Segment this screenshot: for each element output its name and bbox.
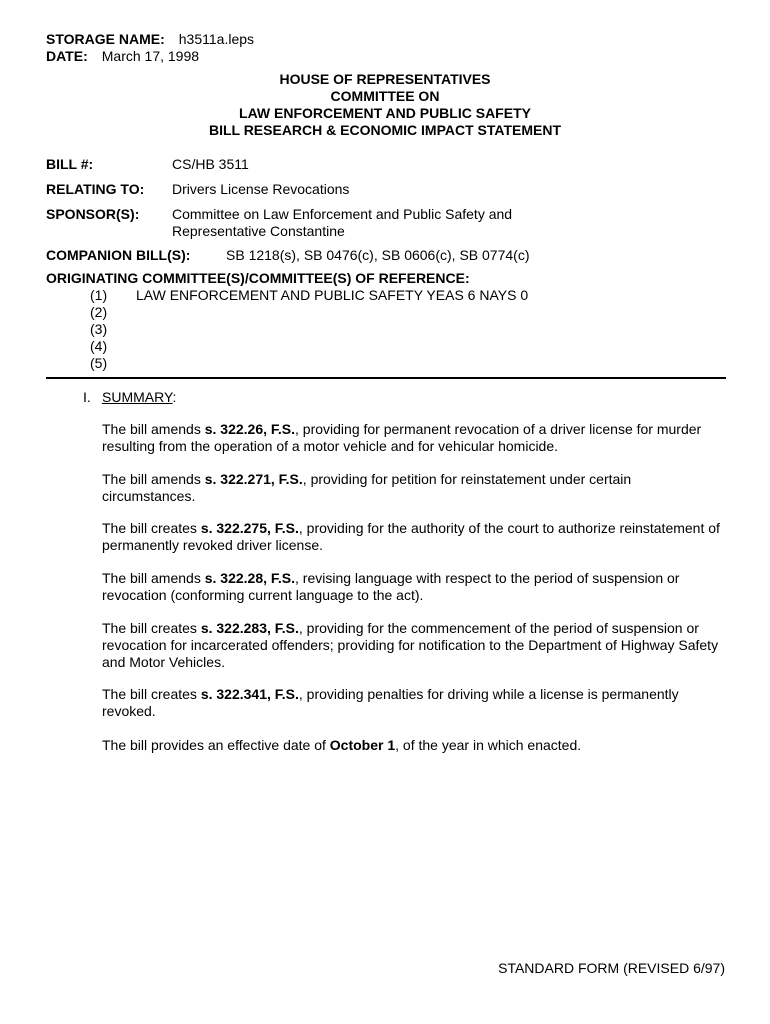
title-line-statement: BILL RESEARCH & ECONOMIC IMPACT STATEMENT	[208, 122, 562, 138]
storage-name-line	[46, 31, 254, 48]
bill-number-label: BILL #:	[46, 156, 94, 172]
section-divider	[46, 377, 726, 379]
summary-paragraph: The bill creates s. 322.275, F.S., providing for the authority of the court to authorize reinstatement of permanently revoked driver license.	[102, 520, 720, 553]
reference-number-4: (4)	[90, 338, 108, 354]
companion-bills-value: SB 1218(s), SB 0476(c), SB 0606(c), SB 0774(c)	[226, 247, 530, 263]
sponsor-value	[172, 206, 592, 240]
standard-form-footer: STANDARD FORM (REVISED 6/97)	[498, 960, 725, 976]
section-number: I.	[83, 389, 91, 405]
bill-number-value: CS/HB 3511	[172, 156, 249, 172]
storage-name-value: h3511a.leps	[178, 31, 255, 47]
companion-bills-label: COMPANION BILL(S):	[46, 247, 191, 263]
title-line-committee: COMMITTEE ON	[330, 88, 440, 104]
section-title: SUMMARY:	[102, 389, 177, 405]
date-value: March 17, 1998	[101, 48, 200, 64]
reference-number-2: (2)	[90, 304, 108, 320]
sponsor-label: SPONSOR(S):	[46, 206, 140, 222]
reference-number-5: (5)	[90, 355, 108, 371]
sponsor-value-line2: Representative Constantine	[172, 223, 345, 239]
summary-paragraph: The bill amends s. 322.271, F.S., providing for petition for reinstatement under certain circumstances.	[102, 471, 632, 504]
date-line	[46, 48, 199, 65]
title-line-committee-name: LAW ENFORCEMENT AND PUBLIC SAFETY	[239, 105, 531, 121]
summary-paragraph: The bill creates s. 322.283, F.S., providing for the commencement of the period of suspension or revocation for incarcerated offenders; providing for notification to the Department of Highway Safety and Motor Vehicles.	[102, 620, 719, 670]
document-title-block	[0, 71, 770, 139]
relating-to-value: Drivers License Revocations	[172, 181, 350, 197]
storage-name-label: STORAGE NAME:	[46, 31, 165, 47]
originating-committee-label: ORIGINATING COMMITTEE(S)/COMMITTEE(S) OF REFERENCE:	[46, 270, 470, 286]
sponsor-value-line1: Committee on Law Enforcement and Public Safety and	[172, 206, 513, 222]
summary-paragraph: The bill creates s. 322.341, F.S., providing penalties for driving while a license is permanently revoked.	[102, 686, 679, 719]
relating-to-label: RELATING TO:	[46, 181, 145, 197]
reference-number-1: (1)	[90, 287, 108, 303]
date-label: DATE:	[46, 48, 88, 64]
summary-paragraph: The bill provides an effective date of October 1, of the year in which enacted.	[102, 737, 582, 753]
summary-paragraph: The bill amends s. 322.26, F.S., providing for permanent revocation of a driver license for murder resulting from the operation of a motor vehicle and for vehicular homicide.	[102, 421, 702, 454]
summary-paragraph: The bill amends s. 322.28, F.S., revising language with respect to the period of suspension or revocation (conforming current language to the act).	[102, 570, 680, 603]
reference-text-1: LAW ENFORCEMENT AND PUBLIC SAFETY YEAS 6 NAYS 0	[136, 287, 529, 303]
title-line-house: HOUSE OF REPRESENTATIVES	[279, 71, 491, 87]
reference-number-3: (3)	[90, 321, 108, 337]
